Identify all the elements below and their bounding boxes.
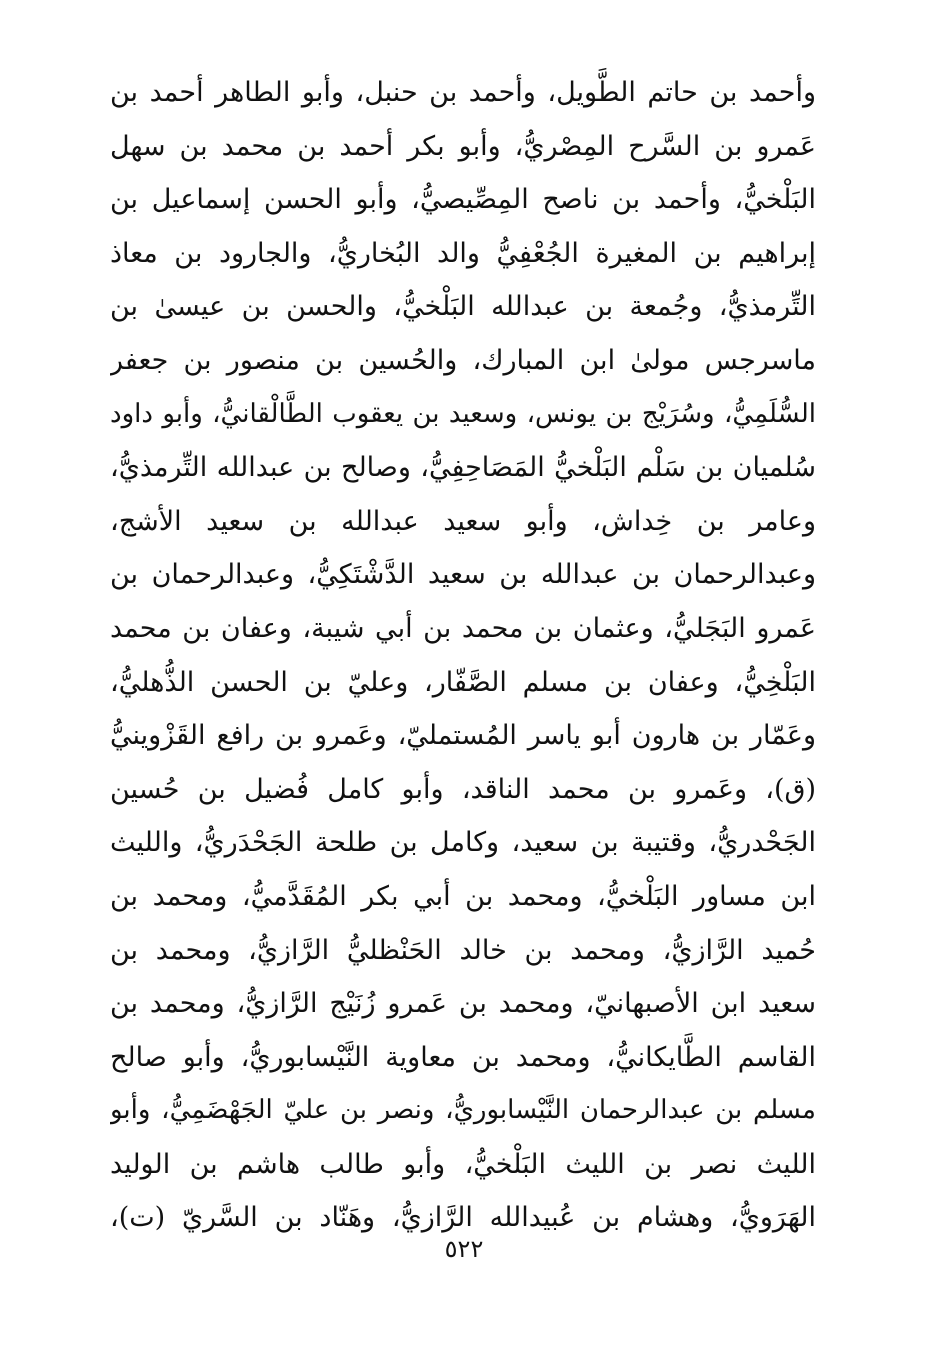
text-line: سعيد ابن الأصبهانيّ، ومحمد بن عَمرو زُنَيْج الرَّازيُّ، ومحمد بن (110, 988, 816, 1020)
text-line: إبراهيم بن المغيرة الجُعْفِيُّ والد البُخاريُّ، والجارود بن معاذ (110, 237, 816, 269)
body-text (110, 66, 816, 1245)
text-line: وعبدالرحمان بن عبدالله بن سعيد الدَّشْتَكِيُّ، وعبدالرحمان بن (110, 559, 816, 591)
text-line: سُلميان بن سَلْم البَلْخيُّ المَصَاحِفِيُّ، وصالح بن عبدالله التِّرمذيُّ، (110, 452, 816, 484)
text-line: السُّلَمِيُّ، وسُرَيْج بن يونس، وسعيد بن يعقوب الطَّالْقانيُّ، وأبو داود (110, 398, 816, 429)
text-line: وعَمّار بن هارون أبو ياسر المُستمليّ، وعَمرو بن رافع القَزْوينيُّ (110, 720, 816, 752)
text-line: القاسم الطَّايكانيُّ، ومحمد بن معاوية النَّيْسابوريُّ، وأبو صالح (110, 1041, 816, 1073)
text-line: البَلْخيُّ، وأحمد بن ناصح المِصِّيصيُّ، وأبو الحسن إسماعيل بن (110, 184, 816, 216)
text-line: التِّرمذيُّ، وجُمعة بن عبدالله البَلْخيُّ، والحسن بن عيسىٰ بن (110, 291, 816, 323)
text-line: مسلم بن عبدالرحمان النَّيْسابوريُّ، ونصر بن عليّ الجَهْضَمِيُّ، وأبو (110, 1095, 816, 1126)
text-line: (ق)، وعَمرو بن محمد الناقد، وأبو كامل فُضيل بن حُسين (110, 773, 816, 805)
text-line: الجَحْدريُّ، وقتيبة بن سعيد، وكامل بن طلحة الجَحْدَريُّ، والليث (110, 827, 816, 859)
text-line: البَلْخِيُّ، وعفان بن مسلم الصَّفّار، وعليّ بن الحسن الذُّهليُّ، (110, 666, 816, 698)
page-number: ٥٢٢ (444, 1235, 484, 1263)
text-line: وعامر بن خِداش، وأبو سعيد عبدالله بن سعيد الأشج، (110, 505, 816, 537)
text-line: وأحمد بن حاتم الطَّويل، وأحمد بن حنبل، وأبو الطاهر أحمد بن (110, 77, 816, 108)
text-line: الليث نصر بن الليث البَلْخيُّ، وأبو طالب هاشم بن الوليد (110, 1148, 816, 1180)
text-line: ماسرجس مولىٰ ابن المبارك، والحُسين بن منصور بن جعفر (110, 344, 816, 376)
text-line: حُميد الرَّازيُّ، ومحمد بن خالد الحَنْظليُّ الرَّازيُّ، ومحمد بن (110, 934, 816, 966)
text-line: عَمرو البَجَليُّ، وعثمان بن محمد بن أبي شيبة، وعفان بن محمد (110, 612, 816, 644)
text-line: الهَرَويُّ، وهشام بن عُبيدالله الرَّازيُّ، وهَنّاد بن السَّريّ (ت)، (110, 1202, 816, 1234)
text-line: ابن مساور البَلْخيُّ، ومحمد بن أبي بكر المُقَدَّميُّ، ومحمد بن (110, 880, 816, 912)
text-line: عَمرو بن السَّرح المِصْريُّ، وأبو بكر أحمد بن محمد بن سهل (110, 130, 816, 162)
